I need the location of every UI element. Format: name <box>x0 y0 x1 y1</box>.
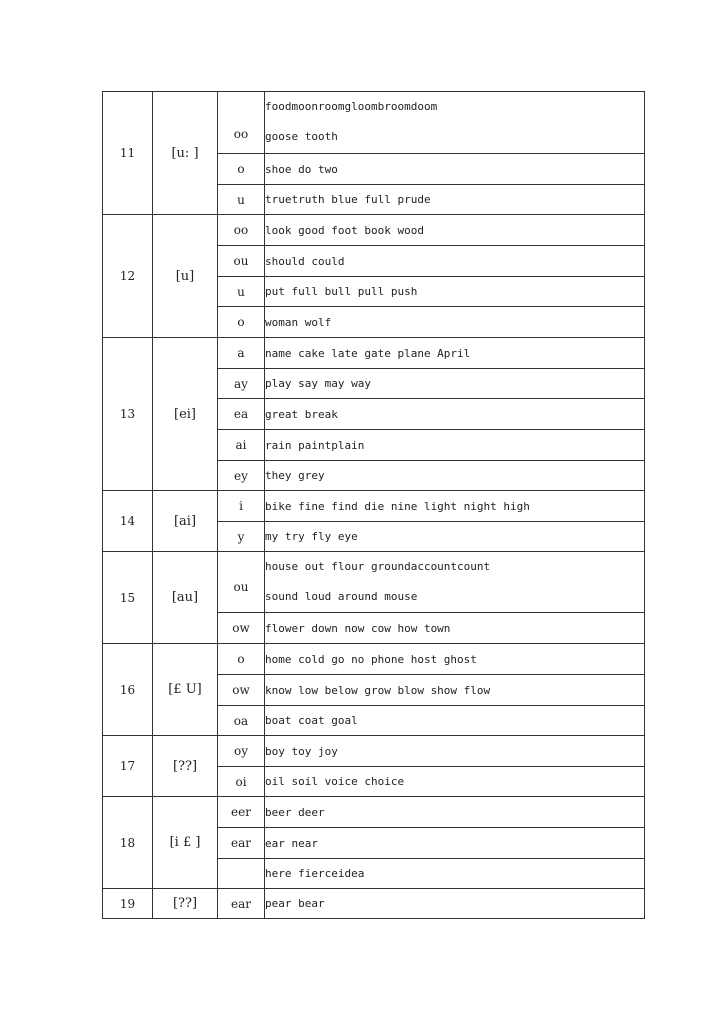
example-words: truetruth blue full prude <box>265 185 645 215</box>
example-line: goose tooth <box>265 130 338 143</box>
letter-combination: ey <box>218 461 265 491</box>
row-number: 16 <box>103 644 153 736</box>
example-words: look good foot book wood <box>265 215 645 246</box>
table-row <box>103 491 645 522</box>
letter-combination: u <box>218 277 265 307</box>
example-words: pear bear <box>265 889 645 919</box>
row-number: 13 <box>103 338 153 491</box>
phonetic-symbol: [u] <box>153 215 218 338</box>
example-words: know low below grow blow show flow <box>265 675 645 706</box>
phonetic-symbol: [£ U] <box>153 644 218 736</box>
example-words: beer deer <box>265 797 645 828</box>
letter-combination: oo <box>218 92 265 154</box>
example-words: ear near <box>265 828 645 859</box>
letter-combination: o <box>218 644 265 675</box>
example-words: home cold go no phone host ghost <box>265 644 645 675</box>
table-row <box>103 552 645 613</box>
letter-combination: ear <box>218 828 265 859</box>
example-words: boy toy joy <box>265 736 645 767</box>
example-words: should could <box>265 246 645 277</box>
letter-combination: ou <box>218 552 265 613</box>
phonetic-symbol: [ei] <box>153 338 218 491</box>
table-row <box>103 797 645 828</box>
example-line: house out flour groundaccountcount <box>265 560 491 573</box>
row-number: 15 <box>103 552 153 644</box>
example-words: shoe do two <box>265 154 645 185</box>
phonetic-symbol: [i £ ] <box>153 797 218 889</box>
letter-combination: ai <box>218 430 265 461</box>
letter-combination: ow <box>218 613 265 644</box>
letter-combination: o <box>218 154 265 185</box>
example-line: foodmoonroomgloombroomdoom <box>265 100 438 113</box>
example-words: great break <box>265 399 645 430</box>
letter-combination: i <box>218 491 265 522</box>
table-row <box>103 338 645 369</box>
example-words: oil soil voice choice <box>265 767 645 797</box>
table-row <box>103 736 645 767</box>
phonetic-symbol: [u: ] <box>153 92 218 215</box>
letter-combination <box>218 859 265 889</box>
phonetic-symbol: [??] <box>153 736 218 797</box>
letter-combination: y <box>218 522 265 552</box>
example-words: name cake late gate plane April <box>265 338 645 369</box>
letter-combination: oy <box>218 736 265 767</box>
letter-combination: ay <box>218 369 265 399</box>
phonetic-symbol: [??] <box>153 889 218 919</box>
letter-combination: oa <box>218 706 265 736</box>
letter-combination: a <box>218 338 265 369</box>
example-words: bike fine find die nine light night high <box>265 491 645 522</box>
row-number: 17 <box>103 736 153 797</box>
row-number: 12 <box>103 215 153 338</box>
phonics-table <box>102 91 645 919</box>
example-words: play say may way <box>265 369 645 399</box>
letter-combination: eer <box>218 797 265 828</box>
letter-combination: ou <box>218 246 265 277</box>
example-words: boat coat goal <box>265 706 645 736</box>
example-words: here fierceidea <box>265 859 645 889</box>
letter-combination: u <box>218 185 265 215</box>
table-row <box>103 215 645 246</box>
table-row <box>103 92 645 154</box>
row-number: 14 <box>103 491 153 552</box>
row-number: 11 <box>103 92 153 215</box>
example-line: sound loud around mouse <box>265 590 418 603</box>
example-words: my try fly eye <box>265 522 645 552</box>
example-words: woman wolf <box>265 307 645 338</box>
letter-combination: o <box>218 307 265 338</box>
letter-combination: oo <box>218 215 265 246</box>
example-words: rain paintplain <box>265 430 645 461</box>
row-number: 19 <box>103 889 153 919</box>
letter-combination: ea <box>218 399 265 430</box>
letter-combination: ear <box>218 889 265 919</box>
letter-combination: ow <box>218 675 265 706</box>
row-number: 18 <box>103 797 153 889</box>
example-words <box>265 92 645 154</box>
example-words: flower down now cow how town <box>265 613 645 644</box>
letter-combination: oi <box>218 767 265 797</box>
example-words <box>265 552 645 613</box>
phonetic-symbol: [au] <box>153 552 218 644</box>
table-row <box>103 644 645 675</box>
example-words: put full bull pull push <box>265 277 645 307</box>
phonetic-symbol: [ai] <box>153 491 218 552</box>
table-row <box>103 889 645 919</box>
example-words: they grey <box>265 461 645 491</box>
